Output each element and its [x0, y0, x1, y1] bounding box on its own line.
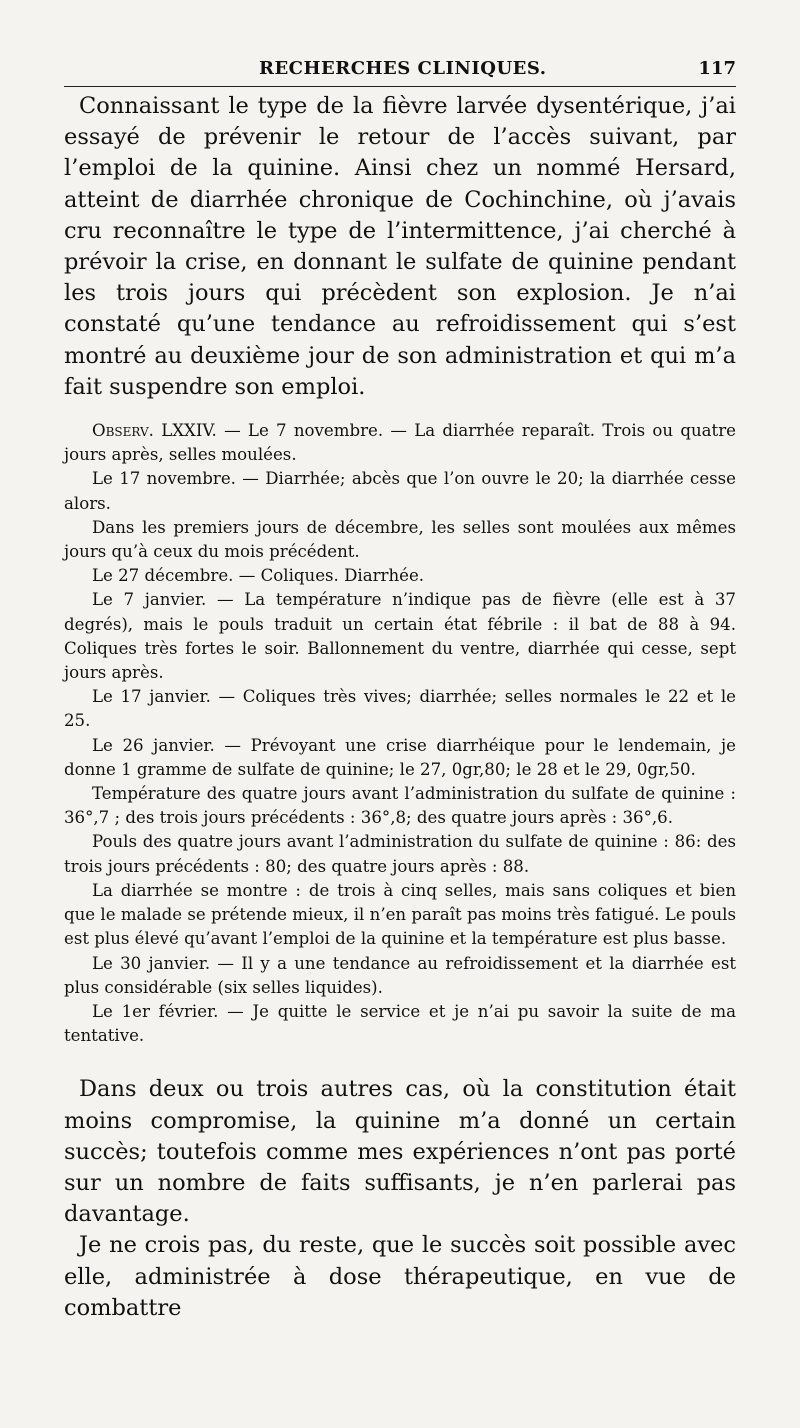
running-title: RECHERCHES CLINIQUES. — [259, 58, 547, 79]
observation-block — [64, 419, 736, 1048]
observation-paragraph: Pouls des quatre jours avant l’administration du sulfate de quinine : 86: des trois jours précédents : 80; des quatre jours après : 88. — [64, 832, 736, 876]
closing-paragraph: Je ne crois pas, du reste, que le succès soit possible avec elle, administrée à dose thérapeutique, en vue de combattre — [64, 1232, 736, 1321]
observation-paragraph: Le 30 janvier. — Il y a une tendance au refroidissement et la diarrhée est plus considérable (six selles liquides). — [64, 953, 736, 997]
observation-paragraph: Le 1er février. — Je quitte le service et je n’ai pu savoir la suite de ma tentative. — [64, 1001, 736, 1046]
page-number: 117 — [698, 58, 736, 79]
observation-paragraph: Le 7 janvier. — La température n’indique pas de fièvre (elle est à 37 degrés), mais le pouls traduit un certain état fébrile : il bat de 88 à 94. Coliques très fortes le soir. Ballonnement du ventre, diarrhée qui cesse, sept jours après. — [64, 590, 736, 683]
closing-paragraph: Dans deux ou trois autres cas, où la constitution était moins compromise, la quinine m’a donné un certain succès; toutefois comme mes expériences n’ont pas porté sur un nombre de faits suffisants, je n’en parlerai pas davantage. — [64, 1076, 736, 1228]
observation-paragraph: Température des quatre jours avant l’administration du sulfate de quinine : 36°,7 ; des trois jours précédents : 36°,8; des quatre jours après : 36°,6. — [64, 784, 736, 828]
observation-paragraph: Le 17 janvier. — Coliques très vives; diarrhée; selles normales le 22 et le 25. — [64, 687, 736, 731]
document-page — [64, 56, 736, 1324]
observation-paragraph: Dans les premiers jours de décembre, les selles sont moulées aux mêmes jours qu’à ceux du mois précédent. — [64, 517, 736, 562]
observation-text: — Le 7 novembre. — La diarrhée reparaît. Trois ou quatre jours après, selles moulées. — [64, 421, 736, 465]
observation-paragraph: Le 17 novembre. — Diarrhée; abcès que l’on ouvre le 20; la diarrhée cesse alors. — [64, 469, 736, 513]
observation-paragraph: Le 27 décembre. — Coliques. Diarrhée. — [92, 566, 425, 586]
intro-paragraph: Connaissant le type de la fièvre larvée dysentérique, j’ai essayé de prévenir le retour de l’accès suivant, par l’emploi de la quinine. Ainsi chez un nommé Hersard, atteint de diarrhée chronique de Cochinchine, où j’avais cru reconnaître le type de l’intermittence, j’ai cherché à prévoir la crise, en donnant le sulfate de quinine pendant les trois jours qui précèdent son explosion. Je n’ai constaté qu’une tendance au refroidissement qui s’est montré au deuxième jour de son administration et qui m’a fait suspendre son emploi. — [64, 93, 736, 400]
observation-paragraph: Le 26 janvier. — Prévoyant une crise diarrhéique pour le lendemain, je donne 1 gramme de sulfate de quinine; le 27, 0gr,80; le 28 et le 29, 0gr,50. — [64, 735, 736, 779]
observation-label: Observ. LXXIV. — [92, 421, 217, 441]
page-header — [64, 56, 736, 87]
observation-paragraph: La diarrhée se montre : de trois à cinq selles, mais sans coliques et bien que le malade se prétende mieux, il n’en paraît pas moins très fatigué. Le pouls est plus élevé qu’avant l’emploi de la quinine et la température est plus basse. — [64, 880, 736, 949]
observation-paragraph — [64, 419, 736, 467]
